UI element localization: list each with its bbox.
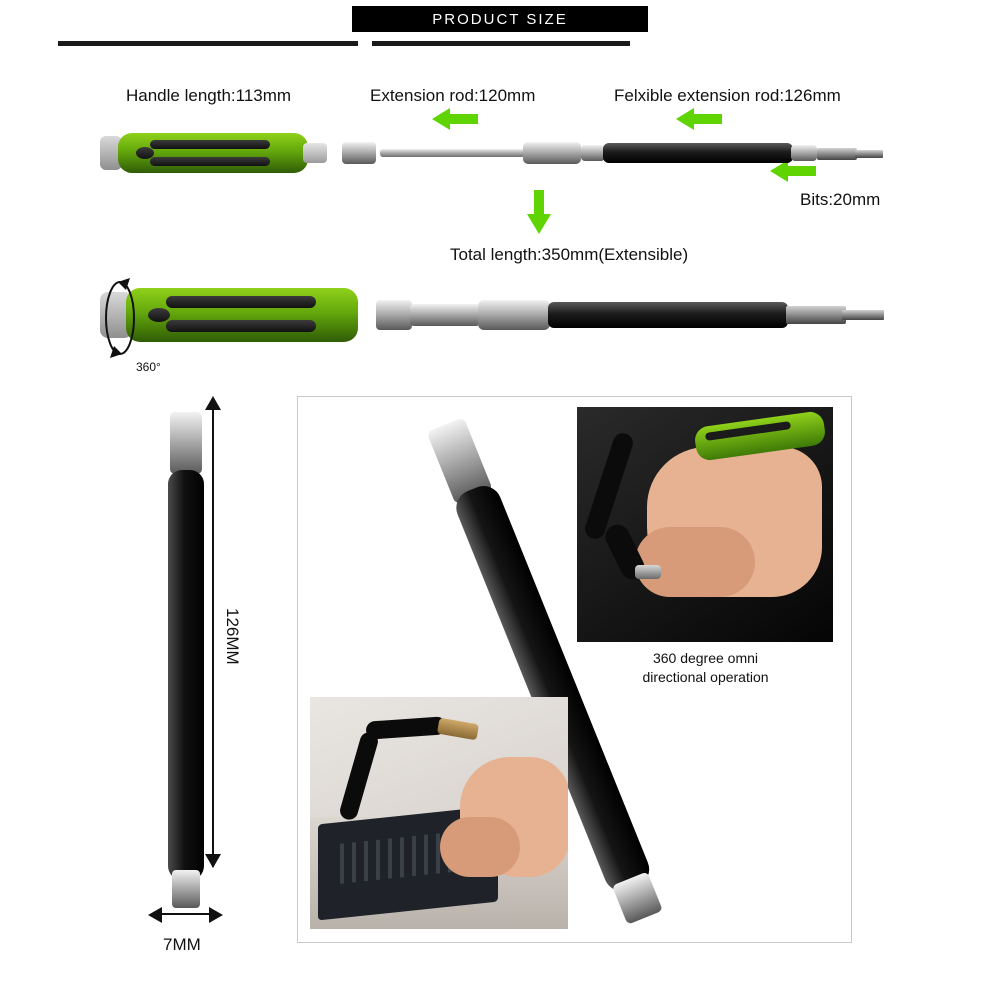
rotation-360-icon (96, 276, 144, 360)
flex-figure-body (168, 470, 204, 880)
header-banner (0, 0, 1000, 50)
photo-panel (297, 396, 852, 943)
arrow-down-icon (527, 190, 551, 234)
flex-rod-collar-left (581, 145, 605, 161)
assembled-tool (0, 230, 1000, 374)
flex-rod-collar-right (791, 145, 817, 161)
photo-repair (310, 697, 568, 929)
handle-stripe-top (150, 140, 270, 149)
page-title: PRODUCT SIZE (432, 10, 568, 28)
handle-chuck (342, 142, 376, 164)
extension-rod-sleeve (523, 142, 581, 164)
photo-thumb-shape (635, 527, 755, 597)
product-size-diagram (0, 50, 1000, 380)
assembled-handle-dot (148, 308, 170, 322)
label-extension-rod: Extension rod:120mm (370, 86, 536, 105)
label-flexible-rod: Felxible extension rod:126mm (614, 86, 841, 105)
flexible-rod-figure (150, 390, 270, 930)
label-total-length: Total length:350mm(Extensible) (450, 245, 689, 264)
header-title-bar (352, 6, 648, 32)
photo-repair-rod-upper (338, 730, 380, 821)
label-length-126mm: 126MM (223, 608, 242, 665)
handle-dot (136, 147, 154, 159)
exploded-assembly (0, 50, 1000, 170)
assembled-stripe-bottom (166, 320, 316, 332)
photo-caption-line2: directional operation (642, 669, 769, 685)
assembled-flex-body (548, 302, 788, 328)
bit-shank (817, 148, 857, 160)
dimension-line-vertical (212, 402, 214, 867)
dimension-arrow-right-icon (209, 907, 223, 923)
label-handle-length: Handle length:113mm (126, 86, 292, 105)
flex-rod-body (603, 143, 793, 163)
photo-repair-bit (437, 718, 479, 741)
label-360: 360° (136, 360, 161, 374)
extension-rod-shaft (380, 149, 525, 157)
assembled-rod-sleeve (410, 304, 480, 326)
handle-collar (303, 143, 327, 163)
header-rule-left (58, 41, 358, 46)
handle-stripe-bottom (150, 157, 270, 166)
flex-figure-bottom-collar (172, 870, 200, 908)
detail-section (0, 380, 1000, 1000)
photo-repair-fingers (440, 817, 520, 877)
photo-caption (598, 649, 813, 687)
label-width-7mm: 7MM (163, 935, 201, 954)
photo-hand-dark (577, 407, 833, 642)
assembled-stripe-top (166, 296, 316, 308)
assembled-chuck (376, 300, 412, 330)
flex-figure-top-collar (170, 412, 202, 474)
bit-tip (855, 150, 883, 158)
assembled-bit-tip (842, 310, 884, 320)
assembled-bit-shank (786, 306, 846, 324)
dimension-arrow-up-icon (205, 396, 221, 410)
photo-flex-rod-bent (582, 431, 635, 542)
photo-caption-line1: 360 degree omni (652, 650, 759, 666)
dimension-arrow-down-icon (205, 854, 221, 868)
label-bits: Bits:20mm (800, 190, 881, 209)
photo-repair-rod-bend (365, 716, 446, 740)
dimension-line-horizontal (155, 913, 215, 915)
photo-bit-tip (635, 565, 661, 579)
assembled-extension-sleeve (478, 300, 550, 330)
header-rule-right (372, 41, 630, 46)
dimension-arrow-left-icon (148, 907, 162, 923)
